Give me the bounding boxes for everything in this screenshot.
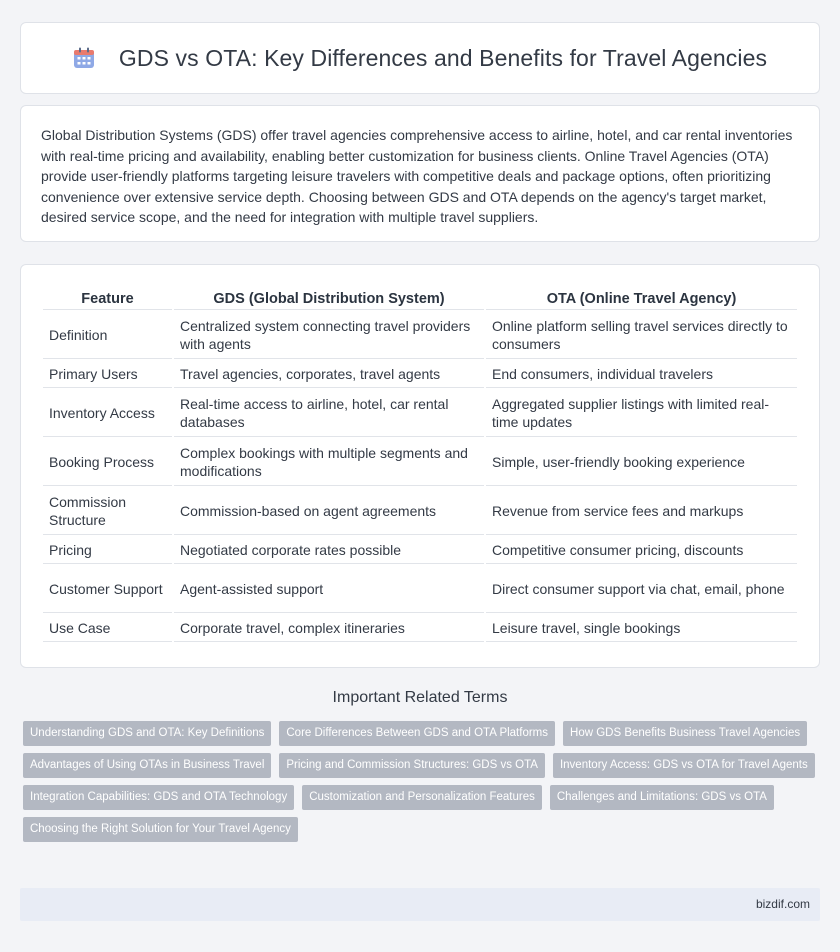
related-term-link[interactable]: Choosing the Right Solution for Your Travel Agency — [23, 817, 298, 842]
table-row — [43, 537, 797, 564]
ota-cell: Leisure travel, single bookings — [486, 615, 797, 642]
table-header-row — [43, 285, 797, 310]
footer-site-link[interactable]: bizdif.com — [755, 897, 810, 911]
ota-cell: Online platform selling travel services directly to consumers — [486, 312, 797, 359]
feature-cell: Commission Structure — [43, 488, 172, 535]
feature-cell: Pricing — [43, 537, 172, 564]
header-ota: OTA (Online Travel Agency) — [486, 285, 797, 310]
gds-cell: Corporate travel, complex itineraries — [174, 615, 484, 642]
calendar-icon — [73, 47, 95, 69]
table-row — [43, 439, 797, 486]
related-term-link[interactable]: Understanding GDS and OTA: Key Definitions — [23, 721, 271, 746]
related-terms-title: Important Related Terms — [332, 689, 508, 706]
comparison-table — [41, 283, 799, 644]
gds-cell: Real-time access to airline, hotel, car rental databases — [174, 390, 484, 437]
related-term-link[interactable]: Pricing and Commission Structures: GDS vs OTA — [279, 753, 545, 778]
ota-cell: Simple, user-friendly booking experience — [486, 439, 797, 486]
feature-cell: Definition — [43, 312, 172, 359]
gds-cell: Travel agencies, corporates, travel agents — [174, 361, 484, 388]
footer — [20, 888, 820, 921]
intro-card — [20, 105, 820, 242]
related-term-link[interactable]: How GDS Benefits Business Travel Agencies — [563, 721, 807, 746]
related-term-link[interactable]: Advantages of Using OTAs in Business Travel — [23, 753, 271, 778]
table-row — [43, 390, 797, 437]
related-term-link[interactable]: Integration Capabilities: GDS and OTA Technology — [23, 785, 294, 810]
related-term-link[interactable]: Challenges and Limitations: GDS vs OTA — [550, 785, 774, 810]
header-card — [20, 22, 820, 94]
feature-cell: Primary Users — [43, 361, 172, 388]
gds-cell: Centralized system connecting travel providers with agents — [174, 312, 484, 359]
feature-cell: Booking Process — [43, 439, 172, 486]
header-feature: Feature — [43, 285, 172, 310]
feature-cell: Use Case — [43, 615, 172, 642]
ota-cell: Direct consumer support via chat, email, phone — [486, 566, 797, 613]
table-row — [43, 361, 797, 388]
related-terms-list — [20, 721, 820, 849]
ota-cell: Competitive consumer pricing, discounts — [486, 537, 797, 564]
gds-cell: Negotiated corporate rates possible — [174, 537, 484, 564]
related-term-link[interactable]: Core Differences Between GDS and OTA Platforms — [279, 721, 555, 746]
intro-paragraph: Global Distribution Systems (GDS) offer travel agencies comprehensive access to airline, hotel, and car rental inventories with real-time pricing and availability, enabling better customization for business clients. Online Travel Agencies (OTA) provide user-friendly platforms targeting leisure travelers with competitive deals and package options, often prioritizing convenience over extensive service depth. Choosing between GDS and OTA depends on the agency's target market, desired service scope, and the need for integration with multiple travel suppliers. — [41, 127, 793, 225]
table-row — [43, 566, 797, 613]
header-gds: GDS (Global Distribution System) — [174, 285, 484, 310]
gds-cell: Commission-based on agent agreements — [174, 488, 484, 535]
comparison-table-card — [20, 264, 820, 668]
gds-cell: Agent-assisted support — [174, 566, 484, 613]
related-term-link[interactable]: Customization and Personalization Features — [302, 785, 542, 810]
gds-cell: Complex bookings with multiple segments and modifications — [174, 439, 484, 486]
feature-cell: Inventory Access — [43, 390, 172, 437]
ota-cell: Aggregated supplier listings with limited real-time updates — [486, 390, 797, 437]
ota-cell: Revenue from service fees and markups — [486, 488, 797, 535]
table-row — [43, 488, 797, 535]
table-row — [43, 312, 797, 359]
page-title: GDS vs OTA: Key Differences and Benefits for Travel Agencies — [118, 44, 768, 71]
ota-cell: End consumers, individual travelers — [486, 361, 797, 388]
table-row — [43, 615, 797, 642]
feature-cell: Customer Support — [43, 566, 172, 613]
related-term-link[interactable]: Inventory Access: GDS vs OTA for Travel Agents — [553, 753, 815, 778]
